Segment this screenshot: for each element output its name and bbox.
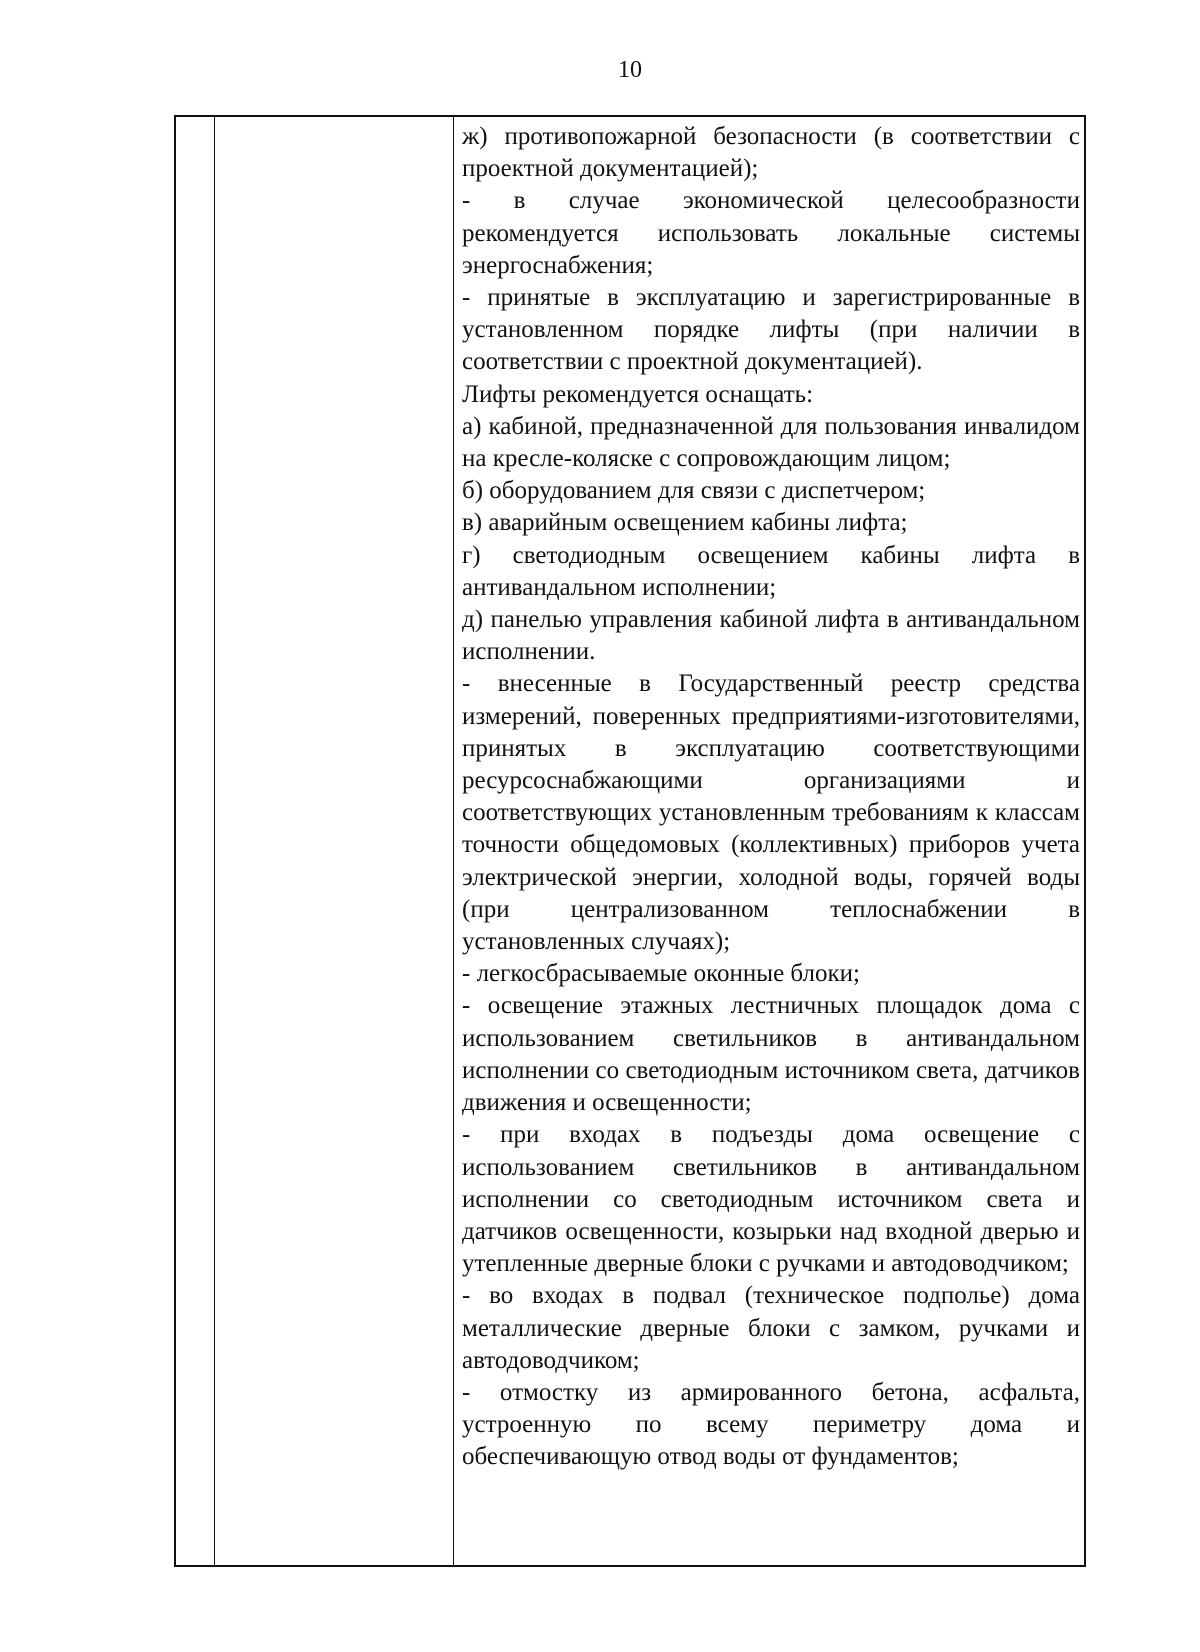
- requirements-column: [462, 121, 1080, 1474]
- paragraph-elevators: - принятые в эксплуатацию и зарегистрированные в установленном порядке лифты (при наличии в соответствии с проектной документацией).: [462, 284, 1080, 376]
- paragraph-emergency-lighting: в) аварийным освещением кабины лифта;: [462, 509, 908, 537]
- paragraph-led-lighting: г) светодиодным освещением кабины лифта в антивандальном исполнении;: [462, 541, 1080, 601]
- paragraph-stairwell-lighting: - освещение этажных лестничных площадок дома с использованием светильников в антивандальном исполнении со светодиодным источником света, датчиков движения и освещенности;: [462, 992, 1080, 1117]
- paragraph-window-blocks: - легкосбрасываемые оконные блоки;: [462, 960, 860, 988]
- paragraph-elevator-cabin: а) кабиной, предназначенной для пользования инвалидом на кресле-коляске с сопровождающим лицом;: [462, 412, 1080, 473]
- paragraph-local-energy: - в случае экономической целесообразности рекомендуется использовать локальные системы энергоснабжения;: [462, 187, 1080, 279]
- paragraph-dispatcher-link: б) оборудованием для связи с диспетчером;: [462, 477, 926, 505]
- page-number: 10: [618, 57, 642, 83]
- column-divider-1: [214, 117, 215, 1565]
- paragraph-metering-devices: - внесенные в Государственный реестр средства измерений, поверенных предприятиями-изготовителями, принятых в эксплуатацию соответствующими ресурсоснабжающими организациями и соответствующих установленным требованиям к классам точности общедомовых (коллективных) приборов учета электрической энергии, холодной воды, горячей воды (при централизованном теплоснабжении в установленных случаях);: [462, 670, 1080, 956]
- paragraph-elevator-equipment-intro: Лифты рекомендуется оснащать:: [462, 380, 814, 408]
- paragraph-blind-area: - отмостку из армированного бетона, асфальта, устроенную по всему периметру дома и обеспечивающую отвод воды от фундаментов;: [462, 1378, 1080, 1471]
- paragraph-control-panel: д) панелью управления кабиной лифта в антивандальном исполнении.: [462, 606, 1080, 666]
- document-table: [174, 115, 1086, 1567]
- column-divider-2: [453, 117, 454, 1565]
- paragraph-entrance-lighting: - при входах в подъезды дома освещение с использованием светильников в антивандальном исполнении со светодиодным источником света и датчиков освещенности, козырьки над входной дверью и утепленные дверные блоки с ручками и автодоводчиком;: [462, 1121, 1080, 1278]
- paragraph-fire-safety: ж) противопожарной безопасности (в соответствии с проектной документацией);: [462, 123, 1080, 183]
- paragraph-basement-doors: - во входах в подвал (техническое подполье) дома металлические дверные блоки с замком, ручками и автодоводчиком;: [462, 1282, 1080, 1374]
